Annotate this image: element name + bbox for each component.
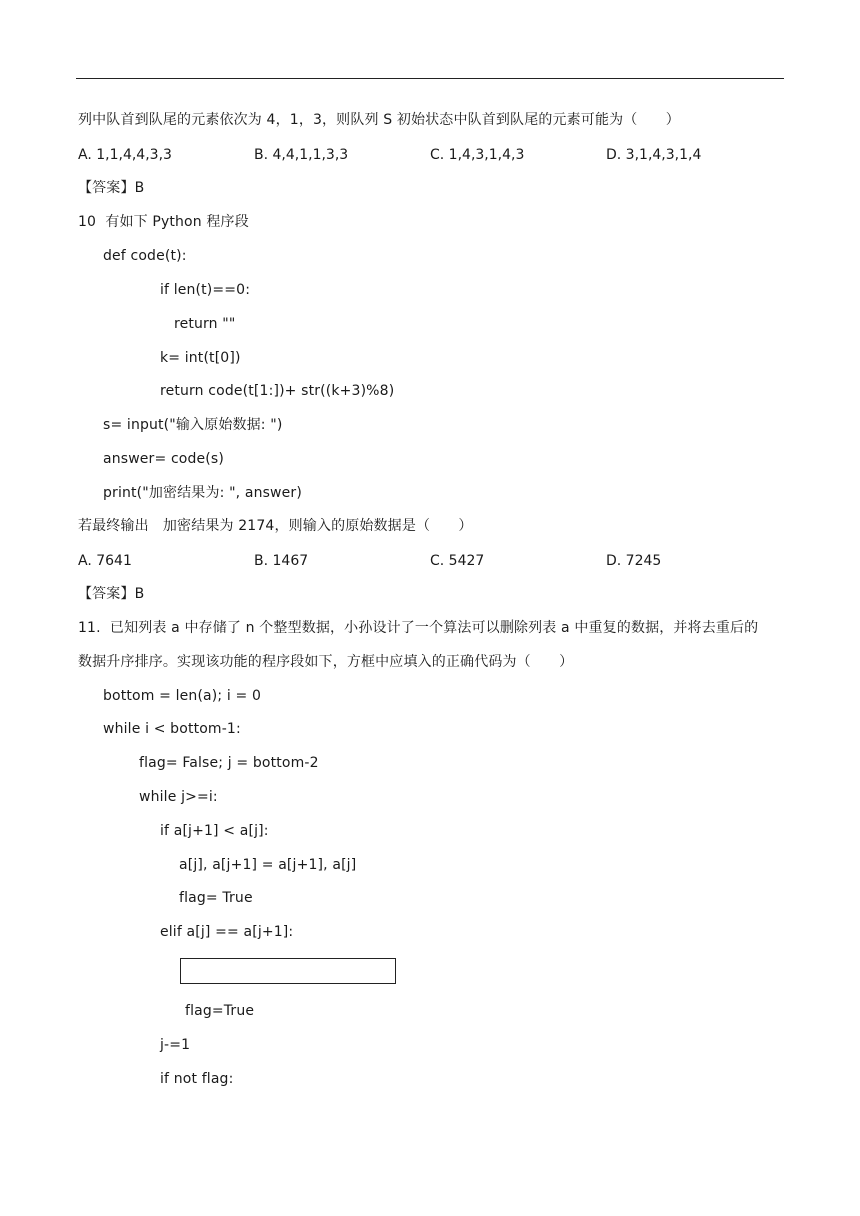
q10-code-line: return code(t[1:])+ str((k+3)%8)	[160, 383, 395, 399]
q10-code-line: k= int(t[0])	[160, 350, 241, 366]
q11-code-line: j-=1	[160, 1037, 191, 1053]
q11-code-line: flag=True	[185, 1003, 255, 1019]
q9-option-a: A. 1,1,4,4,3,3	[78, 147, 172, 163]
header-rule	[76, 78, 784, 79]
q11-code-line: while i < bottom-1:	[103, 721, 241, 737]
q11-code-line: a[j], a[j+1] = a[j+1], a[j]	[179, 857, 357, 873]
q10-code-line: s= input("输入原始数据: ")	[103, 417, 283, 433]
q10-option-d: D. 7245	[606, 553, 662, 569]
q11-code-line: bottom = len(a); i = 0	[103, 688, 262, 704]
q9-stem: 列中队首到队尾的元素依次为 4，1，3，则队列 S 初始状态中队首到队尾的元素可能为（ ）	[78, 112, 680, 128]
q10-stem: 10 有如下 Python 程序段	[78, 214, 249, 230]
q9-option-b: B. 4,4,1,1,3,3	[254, 147, 349, 163]
q11-code-line: flag= True	[179, 890, 253, 906]
q10-code-line: def code(t):	[103, 248, 187, 264]
q11-code-line: if not flag:	[160, 1071, 234, 1087]
q9-answer: 【答案】B	[78, 180, 145, 196]
q11-stem-line2: 数据升序排序。实现该功能的程序段如下，方框中应填入的正确代码为（ ）	[78, 654, 574, 670]
q10-code-line: answer= code(s)	[103, 451, 224, 467]
q10-code-line: return ""	[174, 316, 236, 332]
q10-answer: 【答案】B	[78, 586, 145, 602]
q11-code-line: if a[j+1] < a[j]:	[160, 823, 269, 839]
q11-code-line: while j>=i:	[139, 789, 218, 805]
q10-option-a: A. 7641	[78, 553, 132, 569]
q10-code-line: print("加密结果为: ", answer)	[103, 485, 302, 501]
q10-option-b: B. 1467	[254, 553, 309, 569]
q10-code-line: if len(t)==0:	[160, 282, 251, 298]
q11-code-line: flag= False; j = bottom-2	[139, 755, 319, 771]
q9-option-c: C. 1,4,3,1,4,3	[430, 147, 525, 163]
q11-stem-line1: 11. 已知列表 a 中存储了 n 个整型数据，小孙设计了一个算法可以删除列表 a 中重复的数据，并将去重后的	[78, 620, 759, 636]
q11-code-line: elif a[j] == a[j+1]:	[160, 924, 294, 940]
q10-option-c: C. 5427	[430, 553, 485, 569]
fill-in-blank-box	[180, 958, 396, 984]
q10-question: 若最终输出 加密结果为 2174，则输入的原始数据是（ ）	[78, 518, 473, 534]
q9-option-d: D. 3,1,4,3,1,4	[606, 147, 702, 163]
